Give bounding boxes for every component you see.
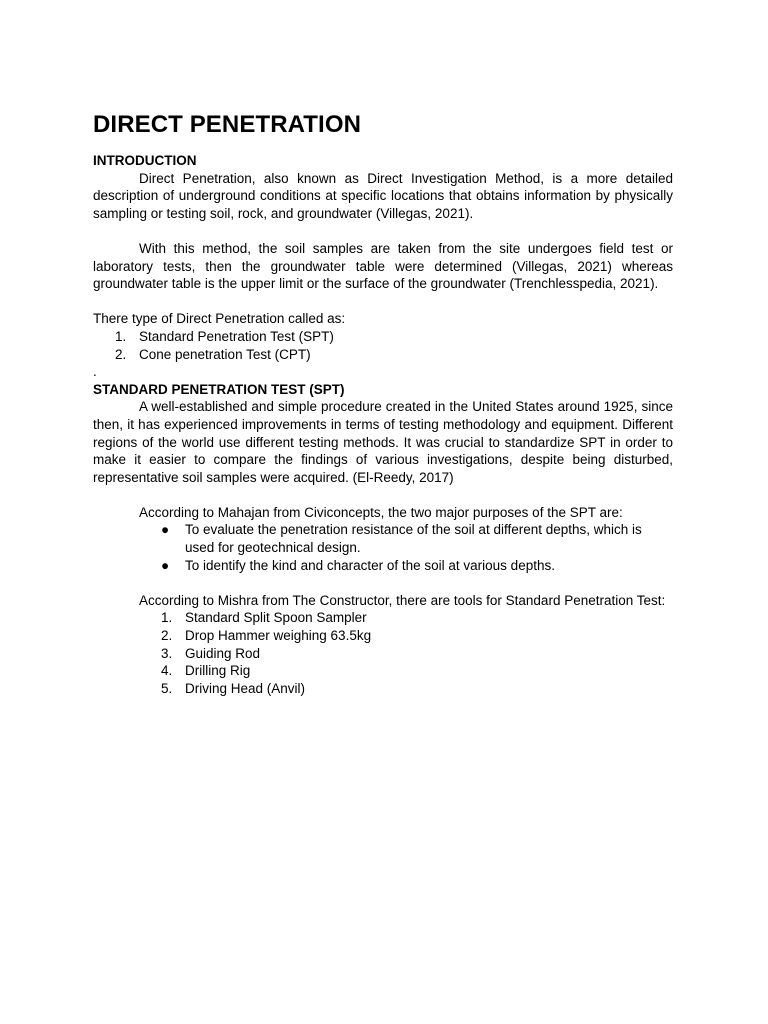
list-item (93, 662, 673, 680)
spacer (93, 574, 673, 592)
list-item (93, 521, 673, 556)
list-item-text: Cone penetration Test (CPT) (139, 346, 311, 362)
list-item (93, 328, 673, 346)
tools-list (93, 609, 673, 697)
purposes-intro: According to Mahajan from Civiconcepts, the two major purposes of the SPT are: (139, 504, 623, 520)
list-item-text: Standard Penetration Test (SPT) (139, 328, 334, 344)
list-item (93, 645, 673, 663)
list-number: 3. (161, 645, 173, 661)
document-page (93, 110, 673, 697)
spacer (93, 486, 673, 504)
stray-period: . (93, 364, 97, 380)
list-number: 2. (161, 628, 173, 644)
bullet-icon: ● (161, 557, 170, 573)
list-number: 5. (161, 680, 173, 696)
list-item-text: Drop Hammer weighing 63.5kg (185, 628, 372, 644)
list-item (93, 557, 673, 575)
spt-heading: STANDARD PENETRATION TEST (SPT) (93, 381, 345, 397)
spt-paragraph-1: A well-established and simple procedure created in the United States around 1925, since then, it has experienced improvements in terms of testing methodology and equipment. Different regions of the world use different testing methods. It was crucial to standardize SPT in order to make it easier to compare the findings of various investigations, despite being disturbed, representative soil samples were acquired. (El-Reedy, 2017) (93, 399, 673, 485)
bullet-icon: ● (161, 522, 170, 538)
list-item (93, 609, 673, 627)
list-item-text: To identify the kind and character of the soil at various depths. (185, 557, 555, 573)
spacer (93, 222, 673, 240)
introduction-heading: INTRODUCTION (93, 153, 197, 168)
introduction-paragraph-2: With this method, the soil samples are taken from the site undergoes field test or laboratory tests, then the groundwater table were determined (Villegas, 2021) whereas groundwater table is the upper limit or the surface of the groundwater (Trenchlesspedia, 2021). (93, 240, 673, 292)
list-item-text: Drilling Rig (185, 663, 251, 679)
list-number: 1. (115, 328, 127, 344)
list-number: 2. (115, 346, 127, 362)
list-item (93, 627, 673, 645)
spacer (93, 293, 673, 311)
list-item-text: Driving Head (Anvil) (185, 680, 306, 696)
list-item-text: Standard Split Spoon Sampler (185, 610, 367, 626)
introduction-paragraph-1: Direct Penetration, also known as Direct Investigation Method, is a more detailed description of underground conditions at specific locations that obtains information by physically sampling or testing soil, rock, and groundwater (Villegas, 2021). (93, 170, 673, 221)
list-item (93, 680, 673, 698)
list-item-text: Guiding Rod (185, 645, 261, 661)
list-item-text: To evaluate the penetration resistance of the soil at different depths, which is used for geotechnical design. (185, 522, 642, 556)
tools-intro: According to Mishra from The Constructor, there are tools for Standard Penetration Test: (139, 592, 666, 608)
list-number: 1. (161, 610, 173, 626)
list-item (93, 346, 673, 364)
document-title: DIRECT PENETRATION (93, 111, 362, 138)
types-intro: There type of Direct Penetration called as: (93, 311, 346, 327)
purposes-list (93, 521, 673, 574)
list-number: 4. (161, 663, 173, 679)
types-list (93, 328, 673, 363)
